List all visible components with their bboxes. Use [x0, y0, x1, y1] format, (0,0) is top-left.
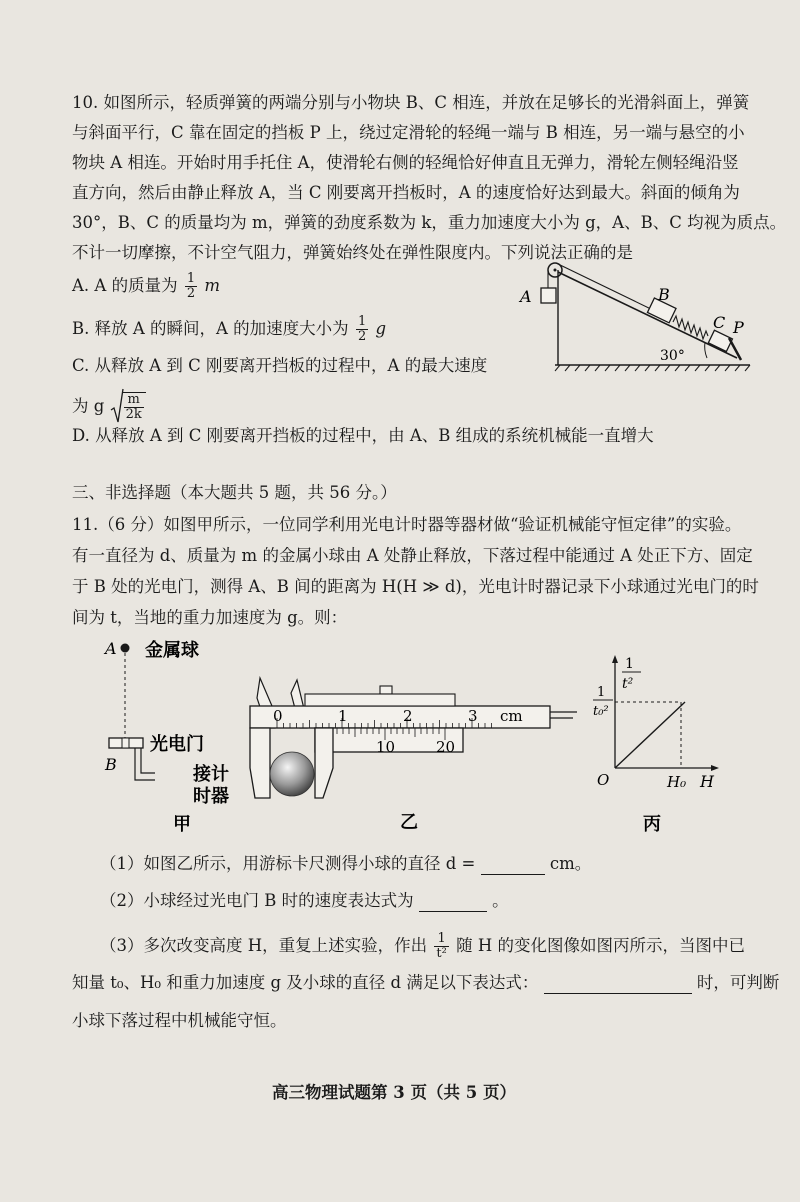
incline-surface [558, 272, 737, 358]
q11-sub-3b [72, 972, 779, 994]
slider-top [305, 694, 455, 706]
section-3-heading: 三、非选择题（本大题共 5 题，共 56 分。） [72, 483, 397, 502]
answer-blank-3[interactable] [544, 975, 692, 994]
y-label-den: t² [622, 676, 634, 692]
figure-bing [585, 650, 735, 845]
fraction-num: 1 [357, 314, 367, 329]
rope-to-b [556, 263, 655, 311]
y0-label-den: t₀² [593, 704, 609, 719]
sub1-text: （1）如图乙所示，用游标卡尺测得小球的直径 d = [100, 854, 476, 873]
fraction [185, 272, 197, 301]
main-tick-2: 2 [403, 707, 413, 725]
sub3-text: （3）多次改变高度 H，重复上述实验，作出 [100, 936, 428, 955]
sub2-text: （2）小球经过光电门 B 时的速度表达式为 [100, 891, 414, 910]
fraction [356, 315, 368, 344]
incline-figure [515, 250, 765, 375]
sub3-text-2: 随 H 的变化图像如图丙所示，当图中已 [456, 936, 745, 955]
sub3b-text: 知量 t₀、H₀ 和重力加速度 g 及小球的直径 d 满足以下表达式： [72, 973, 539, 992]
fraction [124, 393, 144, 422]
q11-sub-2 [100, 890, 509, 912]
fraction-num: 1 [186, 271, 196, 286]
main-tick-1: 1 [338, 707, 348, 725]
h0-label: H₀ [667, 773, 687, 791]
caption-yi: 乙 [400, 812, 418, 833]
fraction-den: 2 [357, 329, 367, 344]
label-a: A [520, 287, 532, 306]
page-footer: 高三物理试题第 3 页（共 5 页） [272, 1083, 516, 1102]
option-c-text: 为 g [72, 396, 105, 416]
q11-line-2: 有一直径为 d、质量为 m 的金属小球由 A 处静止释放，下落过程中能通过 A 处正下方、固定 [72, 546, 753, 565]
fraction-num: 1 [434, 932, 448, 947]
q10-option-b [72, 315, 386, 344]
sqrt-expression [110, 392, 146, 422]
q11-sub-3c: 小球下落过程中机械能守恒。 [72, 1011, 287, 1030]
y-label-num: 1 [625, 656, 634, 672]
fraction-den: 2 [186, 286, 196, 301]
q11-line-3: 于 B 处的光电门，测得 A、B 间的距离为 H(H ≫ d)，光电计时器记录下小球通过光电门的时 [72, 577, 759, 596]
fraction-den: t² [436, 946, 447, 961]
caption-bing: 丙 [643, 814, 661, 835]
h-axis-label: H [700, 772, 714, 791]
sqrt-sign [110, 388, 124, 424]
q11-sub-1 [100, 853, 591, 875]
vernier-tick-10: 10 [376, 738, 396, 756]
label-c: C [713, 313, 726, 332]
q10-option-d: D. 从释放 A 到 C 刚要离开挡板的过程中，由 A、B 组成的系统机械能一直增大 [72, 426, 654, 445]
ground-hatch [555, 365, 750, 371]
gate-label: 光电门 [150, 734, 204, 755]
sub3b-end: 时，可判断 [696, 973, 780, 992]
figure-jia [95, 630, 255, 845]
q10-line-5: 30°，B、C 的质量均为 m，弹簧的劲度系数为 k，重力加速度大小为 g，A、B、C 均视为质点。 [72, 213, 787, 232]
q11-sub-3a [100, 932, 745, 961]
angle-label: 30° [660, 348, 685, 364]
y0-label-num: 1 [597, 685, 606, 700]
label-p: P [733, 318, 744, 337]
small-ball [270, 752, 314, 796]
fraction-num: m [124, 393, 144, 408]
block-a [541, 288, 556, 303]
option-b-var: g [375, 319, 387, 338]
q10-option-c-line1: C. 从释放 A 到 C 刚要离开挡板的过程中，A 的最大速度 [72, 356, 488, 375]
q10-option-a [72, 272, 220, 301]
q10-line-6: 不计一切摩擦，不计空气阻力，弹簧始终处在弹性限度内。下列说法正确的是 [72, 243, 633, 262]
timer-label-1: 接计 [193, 764, 229, 785]
option-a-text: A. A 的质量为 [72, 276, 178, 295]
sub1-unit: cm。 [549, 854, 592, 873]
graph-line [615, 702, 685, 768]
timer-label-2: 时器 [193, 786, 229, 807]
q10-line-1: 10. 如图所示，轻质弹簧的两端分别与小物块 B、C 相连，并放在足够长的光滑斜面上，弹簧 [72, 93, 750, 112]
lower-jaw-moving [315, 728, 333, 798]
label-b: B [658, 285, 670, 304]
unit-label: cm [500, 707, 523, 725]
sub2-end: 。 [492, 891, 509, 910]
fraction-den: 2k [125, 407, 142, 422]
figure-yi [245, 668, 580, 843]
q10-line-3: 物块 A 相连。开始时用手托住 A，使滑轮右侧的轻绳恰好伸直且无弹力，滑轮左侧轻绳沿竖 [72, 153, 739, 172]
q11-line-1: 11.（6 分）如图甲所示，一位同学利用光电计时器等器材做“验证机械能守恒定律”的实验。 [72, 515, 742, 534]
q10-option-c-line2 [72, 392, 146, 422]
q10-line-4: 直方向，然后由静止释放 A，当 C 刚要离开挡板时，A 的速度恰好达到最大。斜面的倾角为 [72, 183, 740, 202]
ball-label: 金属球 [145, 640, 199, 661]
fraction [434, 932, 448, 961]
origin-label: O [597, 771, 610, 789]
vernier-tick-20: 20 [436, 738, 456, 756]
option-a-var: m [204, 276, 221, 295]
main-tick-3: 3 [468, 707, 478, 725]
jia-label-a: A [105, 639, 117, 658]
option-b-text: B. 释放 A 的瞬间，A 的加速度大小为 [72, 319, 349, 338]
lock-screw [380, 686, 392, 694]
answer-blank-2[interactable] [419, 893, 487, 912]
jia-label-b: B [105, 755, 117, 774]
lower-jaw-fixed [250, 728, 270, 798]
caption-jia: 甲 [173, 814, 191, 835]
block-c [708, 330, 732, 351]
metal-ball [121, 644, 130, 653]
q10-line-2: 与斜面平行，C 靠在固定的挡板 P 上，绕过定滑轮的轻绳一端与 B 相连，另一端与悬空的小 [72, 123, 745, 142]
angle-arc [705, 342, 707, 358]
answer-blank-1[interactable] [481, 856, 545, 875]
q11-line-4: 间为 t，当地的重力加速度为 g。则： [72, 608, 348, 627]
main-tick-0: 0 [273, 707, 283, 725]
